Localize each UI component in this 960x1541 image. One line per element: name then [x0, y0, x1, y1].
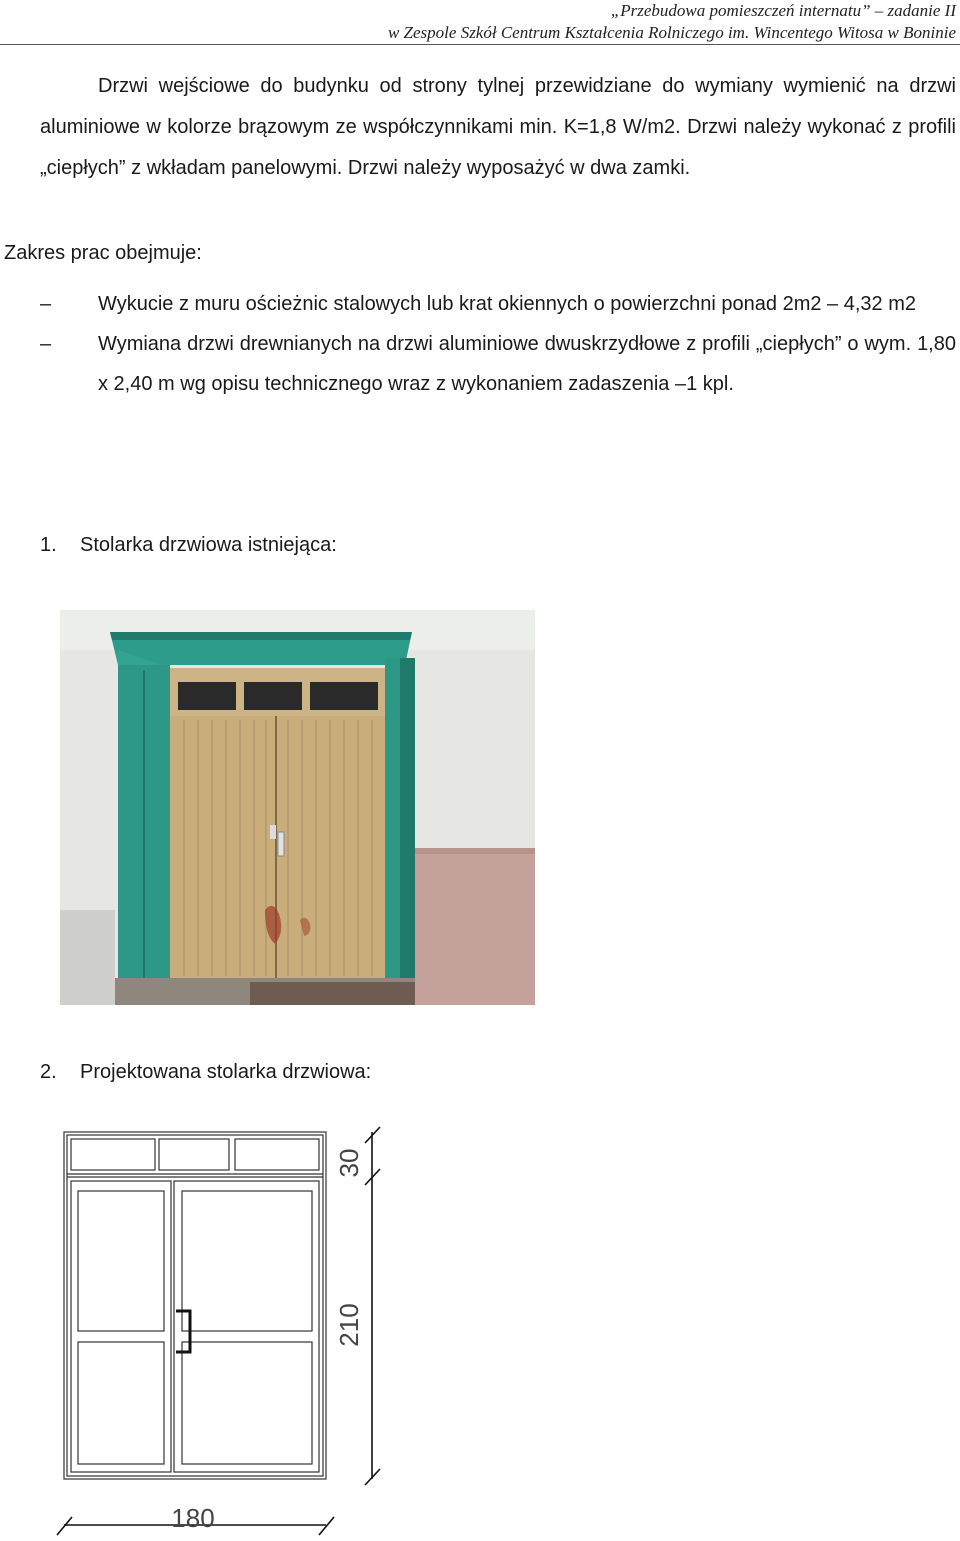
header-line-1: „Przebudowa pomieszczeń internatu” – zadanie II [610, 1, 956, 20]
dimension-side-label: 210 [334, 1303, 364, 1347]
section-title-text: Projektowana stolarka drzwiowa: [80, 1061, 372, 1083]
section-title-projected [40, 1057, 371, 1087]
dimension-top-label: 30 [334, 1148, 364, 1178]
door-technical-drawing [40, 1115, 440, 1541]
description-paragraph [40, 66, 956, 189]
scope-list [40, 284, 956, 404]
section-title-existing [40, 530, 337, 560]
scope-intro: Zakres prac obejmuje: [4, 242, 202, 264]
description-text: Drzwi wejściowe do budynku od strony tylnej przewidziane do wymiany wymienić na drzwi aluminiowe w kolorze brązowym ze współczynnikami min. K=1,8 W/m2. Drzwi należy wykonać z profili „ciepłych” z wkładam panelowymi. Drzwi należy wyposażyć w dwa zamki. [40, 75, 956, 179]
document-header [0, 0, 956, 44]
list-item [40, 284, 956, 324]
section-title-text: Stolarka drzwiowa istniejąca: [80, 534, 337, 556]
list-item [40, 324, 956, 404]
list-item-text: Wymiana drzwi drewnianych na drzwi aluminiowe dwuskrzydłowe z profili „ciepłych” o wym. 1,80 x 2,40 m wg opisu technicznego wraz z wykonaniem zadaszenia –1 kpl. [98, 333, 956, 395]
dimension-bottom-label: 180 [171, 1503, 215, 1533]
header-line-2: w Zespole Szkół Centrum Kształcenia Rolniczego im. Wincentego Witosa w Boninie [387, 23, 956, 42]
section-number: 2. [40, 1061, 57, 1083]
list-dash: – [40, 293, 52, 315]
section-number: 1. [40, 534, 57, 556]
header-divider [0, 44, 960, 45]
existing-door-photo [60, 610, 535, 1005]
list-dash: – [40, 333, 52, 355]
list-item-text: Wykucie z muru ościeżnic stalowych lub krat okiennych o powierzchni ponad 2m2 – 4,32 m2 [98, 293, 916, 315]
